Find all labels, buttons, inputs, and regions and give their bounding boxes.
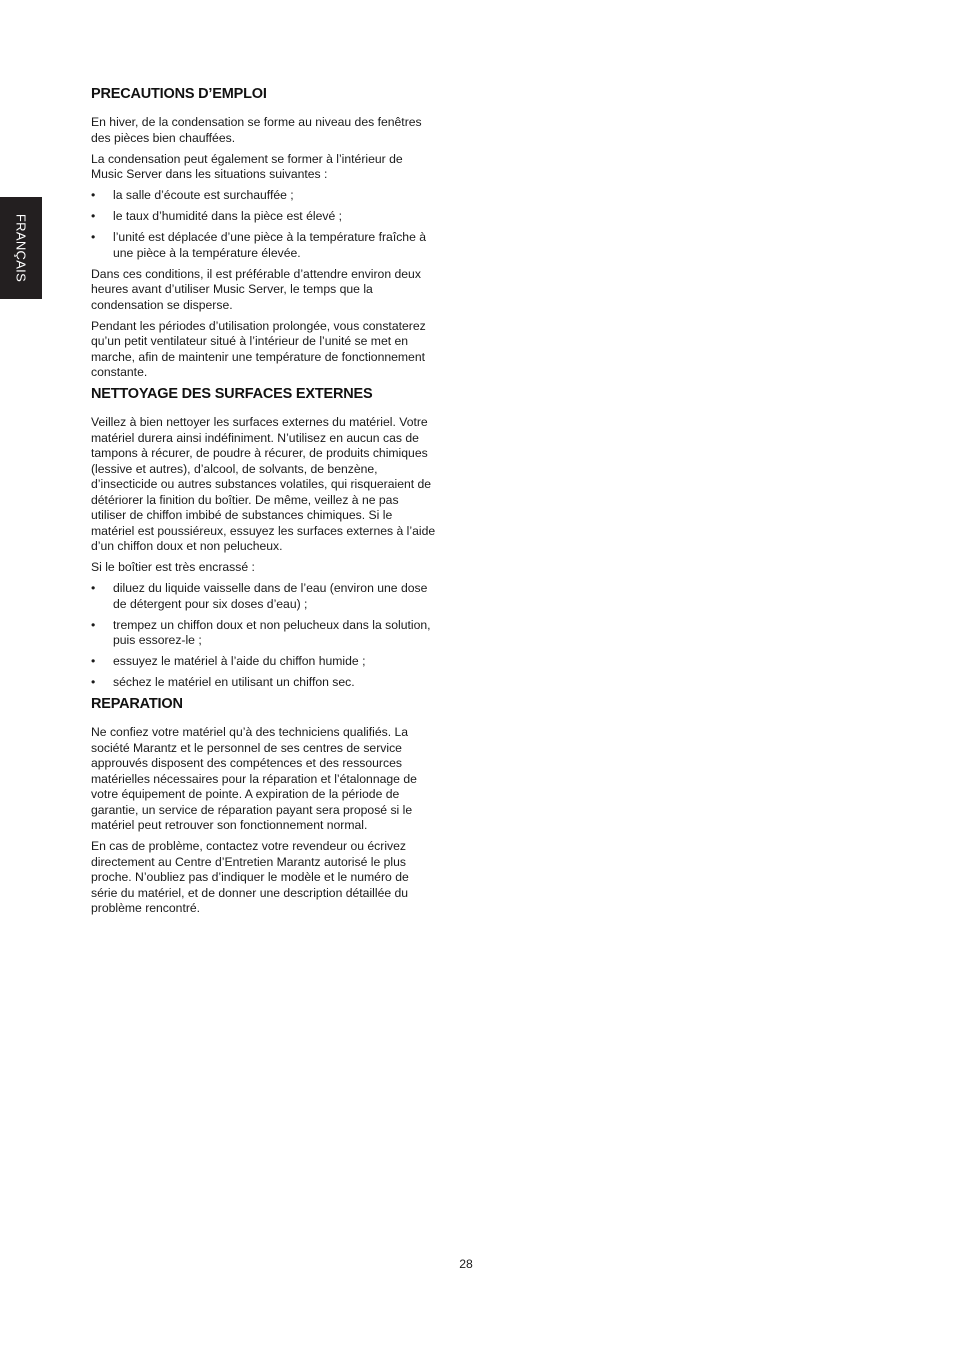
paragraph: La condensation peut également se former à l’intérieur de Music Server dans les situations suivantes : xyxy=(91,151,403,181)
paragraph: En hiver, de la condensation se forme au niveau des fenêtres des pièces bien chauffées. xyxy=(91,115,422,145)
bullet-icon: • xyxy=(91,230,96,244)
list-item xyxy=(91,209,437,225)
list-item xyxy=(91,188,437,204)
paragraph: Si le boîtier est très encrassé : xyxy=(91,560,255,574)
list-item-text: séchez le matériel en utilisant un chiffon sec. xyxy=(113,675,355,689)
language-tab xyxy=(0,197,42,299)
section-precautions xyxy=(91,86,437,381)
list-item xyxy=(91,581,437,612)
language-tab-label: FRANÇAIS xyxy=(13,213,29,283)
paragraph: Dans ces conditions, il est préférable d’attendre environ deux heures avant d’utiliser Music Server, le temps que la condensation se disperse. xyxy=(91,266,421,312)
bullet-icon: • xyxy=(91,188,96,202)
bullet-icon: • xyxy=(91,209,96,223)
paragraph: Veillez à bien nettoyer les surfaces externes du matériel. Votre matériel durera ainsi indéfiniment. N’utilisez en aucun cas de tampons à récurer, de poudre à récurer, de produits chimiques (lessive et autres), d’alcool, de solvants, de benzène, d’insecticide ou autres substances volatiles, qui risqueraient de détériorer la finition du boîtier. De même, veillez à ne pas utiliser de chiffon imbibé de substances chimiques. Si le matériel est poussiéreux, essuyez les surfaces externes à l’aide d’un chiffon doux et non pelucheux. xyxy=(91,415,436,553)
section-repair xyxy=(91,696,437,917)
list-item-text: la salle d’écoute est surchauffée ; xyxy=(113,188,294,202)
bullet-icon: • xyxy=(91,675,96,689)
bullet-list xyxy=(91,188,437,261)
list-item xyxy=(91,675,437,691)
bullet-icon: • xyxy=(91,581,96,595)
section-heading: REPARATION xyxy=(91,696,183,712)
page-number: 28 xyxy=(459,1257,473,1271)
list-item xyxy=(91,618,437,649)
section-heading: PRECAUTIONS D’EMPLOI xyxy=(91,86,267,102)
bullet-icon: • xyxy=(91,617,96,632)
paragraph: Pendant les périodes d’utilisation prolongée, vous constaterez qu’un petit ventilateur situé à l’intérieur de l’unité se met en marche, afin de maintenir une température de fonctionnement constante. xyxy=(91,318,426,379)
list-item-text: l’unité est déplacée d’une pièce à la température fraîche à une pièce à la température élevée. xyxy=(113,230,427,260)
content-column xyxy=(91,86,437,922)
list-item-text: trempez un chiffon doux et non pelucheux dans la solution, puis essorez-le ; xyxy=(113,617,431,647)
bullet-icon: • xyxy=(91,654,96,668)
list-item-text: diluez du liquide vaisselle dans de l’eau (environ une dose de détergent pour six doses d’eau) ; xyxy=(113,581,428,611)
paragraph: En cas de problème, contactez votre revendeur ou écrivez directement au Centre d’Entretien Marantz autorisé le plus proche. N’oubliez pas d’indiquer le modèle et le numéro de série du matériel, et de donner une description détaillée du problème rencontré. xyxy=(91,839,409,915)
paragraph: Ne confiez votre matériel qu’à des techniciens qualifiés. La société Marantz et le personnel de ses centres de service approuvés disposent des compétences et des ressources matérielles nécessaires pour la réparation et l’étalonnage de votre équipement de pointe. A expiration de la période de garantie, un service de réparation payant sera proposé si le matériel peut retrouver son fonctionnement normal. xyxy=(91,725,417,832)
section-heading: NETTOYAGE DES SURFACES EXTERNES xyxy=(91,386,373,402)
section-cleaning xyxy=(91,386,437,691)
list-item-text: essuyez le matériel à l’aide du chiffon humide ; xyxy=(113,654,366,668)
bullet-list xyxy=(91,581,437,691)
list-item xyxy=(91,230,437,261)
list-item xyxy=(91,654,437,670)
list-item-text: le taux d’humidité dans la pièce est élevé ; xyxy=(113,209,342,223)
